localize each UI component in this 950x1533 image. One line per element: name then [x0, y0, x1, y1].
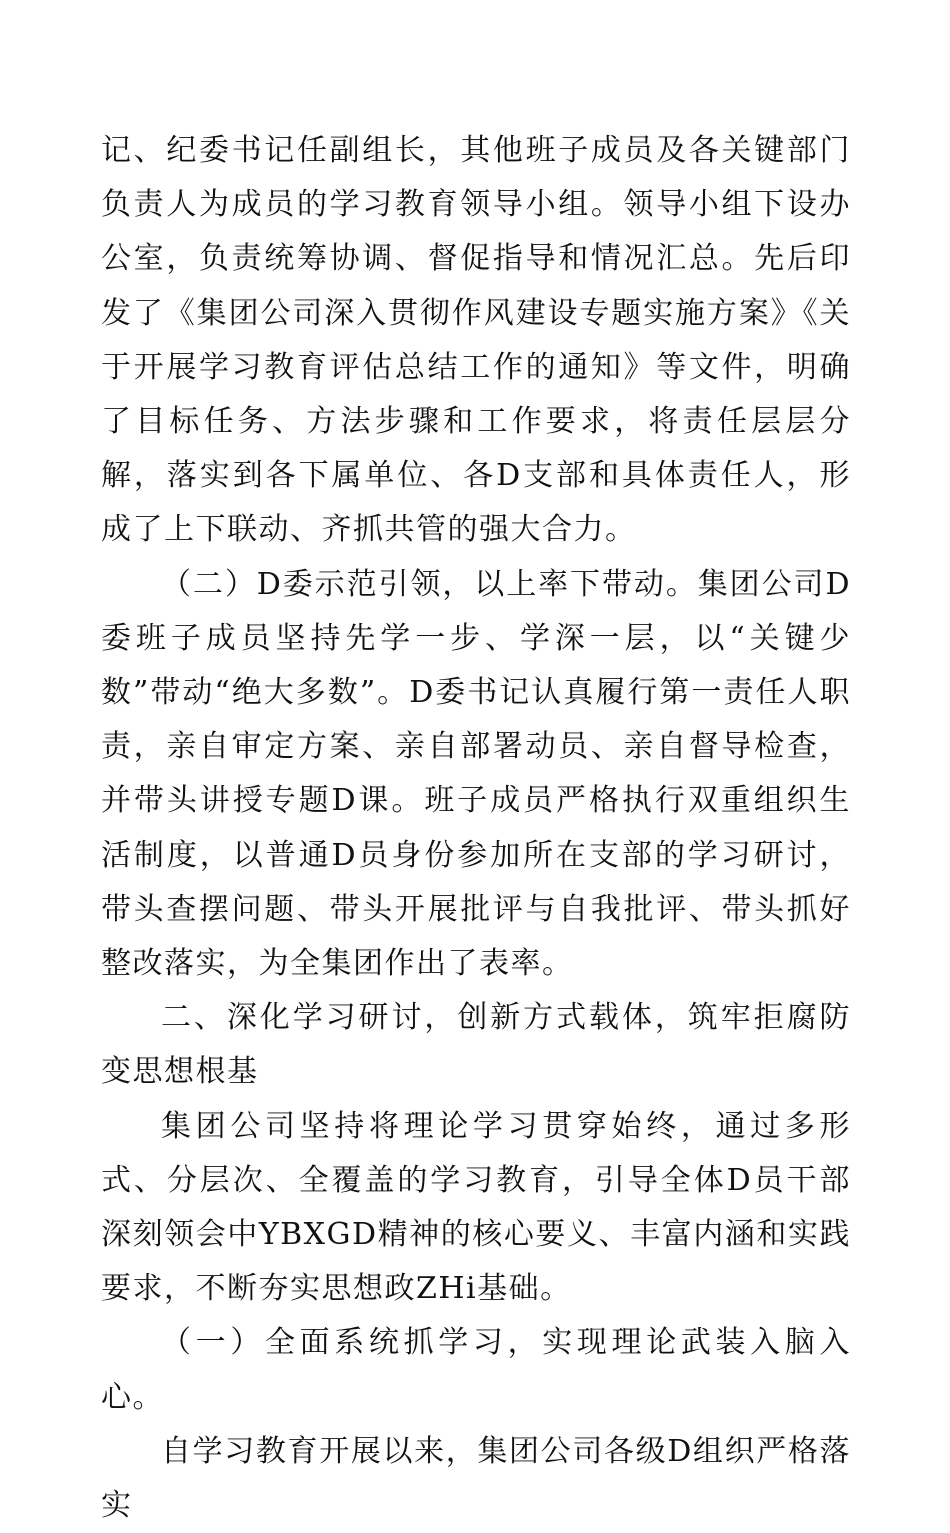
paragraph-responsibility-continued: 记、纪委书记任副组长，其他班子成员及各关键部门负责人为成员的学习教育领导小组。领导小组下设办公室，负责统筹协调、督促指导和情况汇总。先后印发了《集团公司深入贯彻作风建设专题实施方案》《关于开展学习教育评估总结工作的通知》等文件，明确了目标任务、方法步骤和工作要求，将责任层层分解，落实到各下属单位、各D支部和具体责任人，形成了上下联动、齐抓共管的强大合力。: [101, 133, 851, 548]
subheading-comprehensive-study: （一）全面系统抓学习，实现理论武装入脑入心。: [101, 1325, 851, 1415]
paragraph-party-committee-leadership: （二）D委示范引领，以上率下带动。集团公司D委班子成员坚持先学一步、学深一层，以“关键少数”带动“绝大多数”。D委书记认真履行第一责任人职责，亲自审定方案、亲自部署动员、亲自督导检查，并带头讲授专题D课。班子成员严格执行双重组织生活制度，以普通D员身份参加所在支部的学习研讨，带头查摆问题、带头开展批评与自我批评、带头抓好整改落实，为全集团作出了表率。: [101, 566, 851, 982]
paragraph-theory-study: 集团公司坚持将理论学习贯穿始终，通过多形式、分层次、全覆盖的学习教育，引导全体D员干部深刻领会中YBXGD精神的核心要义、丰富内涵和实践要求，不断夯实思想政ZHi基础。: [101, 1108, 851, 1307]
paragraph-study-since-launch: 自学习教育开展以来，集团公司各级D组织严格落实: [101, 1433, 851, 1524]
section-heading-study-discussion: 二、深化学习研讨，创新方式载体，筑牢拒腐防变思想根基: [101, 1000, 851, 1090]
document-body: [101, 124, 851, 1533]
